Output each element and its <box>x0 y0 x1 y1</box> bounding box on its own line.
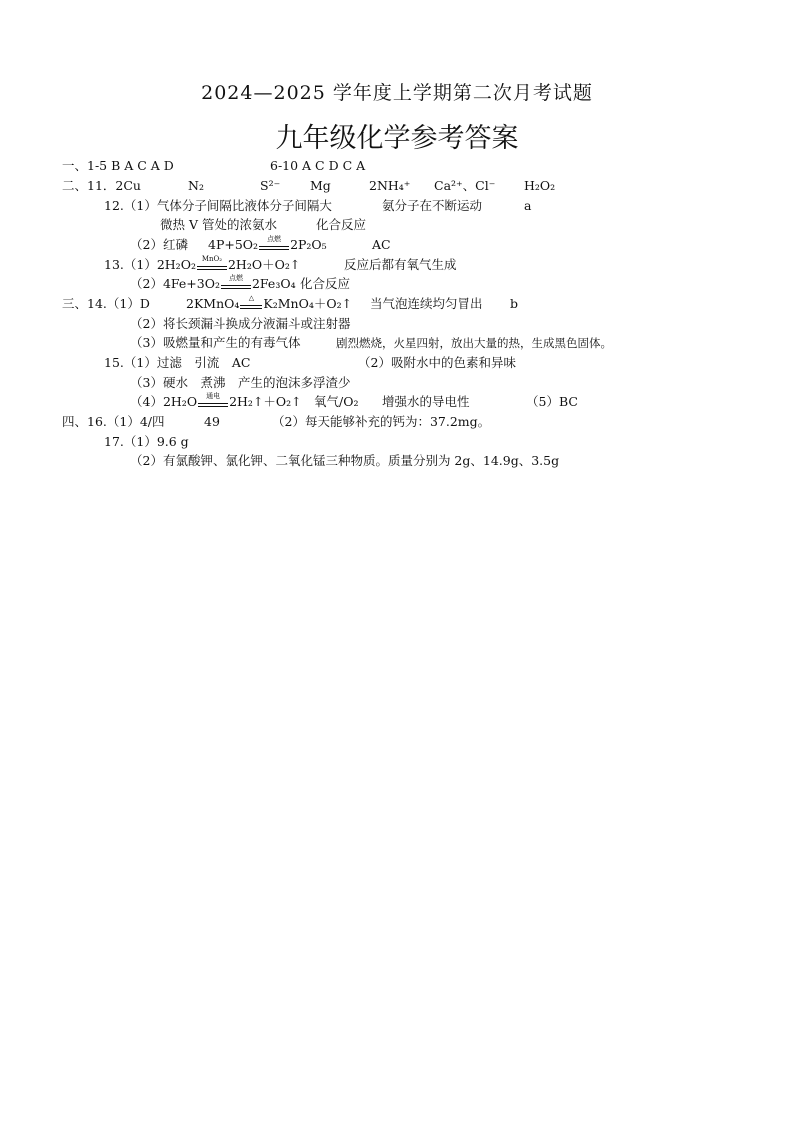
answer-key-title: 九年级化学参考答案 <box>275 123 519 154</box>
q15-4-purpose: 增强水的导电性 <box>382 394 470 409</box>
q16-2-answer: （2）每天能够补充的钙为：37.2mg。 <box>272 414 491 429</box>
reaction-condition: MnO₂ <box>201 254 223 263</box>
reaction-arrow <box>240 293 262 310</box>
mc-answers-1-5: 一、1-5 B A C A D <box>62 158 174 173</box>
q12-1-reaction-type: 化合反应 <box>316 217 367 232</box>
q16-1-answer: 四、16.（1）4/四 <box>62 414 165 429</box>
q11-nh4: 2NH₄⁺ <box>369 178 411 193</box>
q11-n2: N₂ <box>188 178 204 193</box>
reaction-condition: 通电 <box>206 391 221 400</box>
equation-reactants: 13.（1）2H₂O₂ <box>104 257 196 272</box>
q13-1-equation <box>104 256 300 274</box>
q12-1-method: 微热 V 管处的浓氨水 <box>160 217 277 232</box>
q13-2-reaction-type: 化合反应 <box>300 276 351 291</box>
q12-2-choice: AC <box>372 237 391 252</box>
equation-reactants: （2）4Fe+3O₂ <box>130 276 220 291</box>
q15-5-answer: （5）BC <box>526 394 578 409</box>
reaction-condition: 点燃 <box>267 234 282 243</box>
reaction-arrow <box>197 254 227 271</box>
reaction-arrow <box>198 391 228 408</box>
equation-reactants: （4）2H₂O <box>130 394 198 409</box>
q11-ca-cl: Ca²⁺、Cl⁻ <box>434 178 496 193</box>
equation-products: 2P₂O₅ <box>290 237 327 252</box>
reaction-condition: 点燃 <box>228 273 243 282</box>
exam-title: 2024—2025 学年度上学期第二次月考试题 <box>201 82 593 104</box>
mc-answers-6-10: 6-10 A C D C A <box>270 158 366 173</box>
q16-1-value: 49 <box>204 414 220 429</box>
q15-4-equation <box>130 393 302 411</box>
q15-4-gas: 氧气/O₂ <box>314 394 359 409</box>
equation-products: 2H₂↑＋O₂↑ <box>229 394 302 409</box>
q14-1-equation <box>186 295 352 313</box>
q11-2cu: 二、11．2Cu <box>62 178 141 193</box>
q11-mg: Mg <box>310 178 331 193</box>
equation-products: K₂MnO₄＋O₂↑ <box>263 296 353 311</box>
q17-1-answer: 17.（1）9.6 g <box>104 434 189 449</box>
q13-2-equation <box>130 275 296 293</box>
equation-reactants: 4P+5O₂ <box>208 237 259 252</box>
q15-1-answer: 15.（1）过滤 引流 AC <box>104 355 251 370</box>
q12-1-reason: 氨分子在不断运动 <box>382 198 483 213</box>
q14-3-answer: （3）吸燃量和产生的有毒气体 <box>130 335 301 350</box>
q14-3-phenomenon: 剧烈燃烧，火星四射，放出大量的热，生成黑色固体。 <box>336 336 612 350</box>
q12-1-choice: a <box>524 198 532 213</box>
q12-2-answer: （2）红磷 <box>130 237 188 252</box>
reaction-arrow <box>221 273 251 290</box>
q15-2-answer: （2）吸附水中的色素和异味 <box>358 355 516 370</box>
reaction-condition: △ <box>248 293 255 302</box>
equation-products: 2Fe₃O₄ <box>251 276 296 291</box>
q15-3-answer: （3）硬水 煮沸 产生的泡沫多浮渣少 <box>130 375 351 390</box>
q14-1-timing: 当气泡连续均匀冒出 <box>370 296 483 311</box>
q13-1-reason: 反应后都有氧气生成 <box>344 257 457 272</box>
q14-2-answer: （2）将长颈漏斗换成分液漏斗或注射器 <box>130 316 351 331</box>
q14-1-choice: b <box>510 296 519 311</box>
q11-h2o2: H₂O₂ <box>524 178 556 193</box>
q12-1-answer: 12.（1）气体分子间隔比液体分子间隔大 <box>104 198 332 213</box>
q14-1-answer: 三、14.（1）D <box>62 296 150 311</box>
equation-products: 2H₂O＋O₂↑ <box>227 257 301 272</box>
q12-2-equation <box>208 236 327 254</box>
equation-reactants: 2KMnO₄ <box>186 296 240 311</box>
reaction-arrow <box>259 234 289 251</box>
q11-s2: S²⁻ <box>260 178 281 193</box>
q17-2-answer: （2）有氯酸钾、氯化钾、二氧化锰三种物质。质量分别为 2g、14.9g、3.5g <box>130 453 560 468</box>
